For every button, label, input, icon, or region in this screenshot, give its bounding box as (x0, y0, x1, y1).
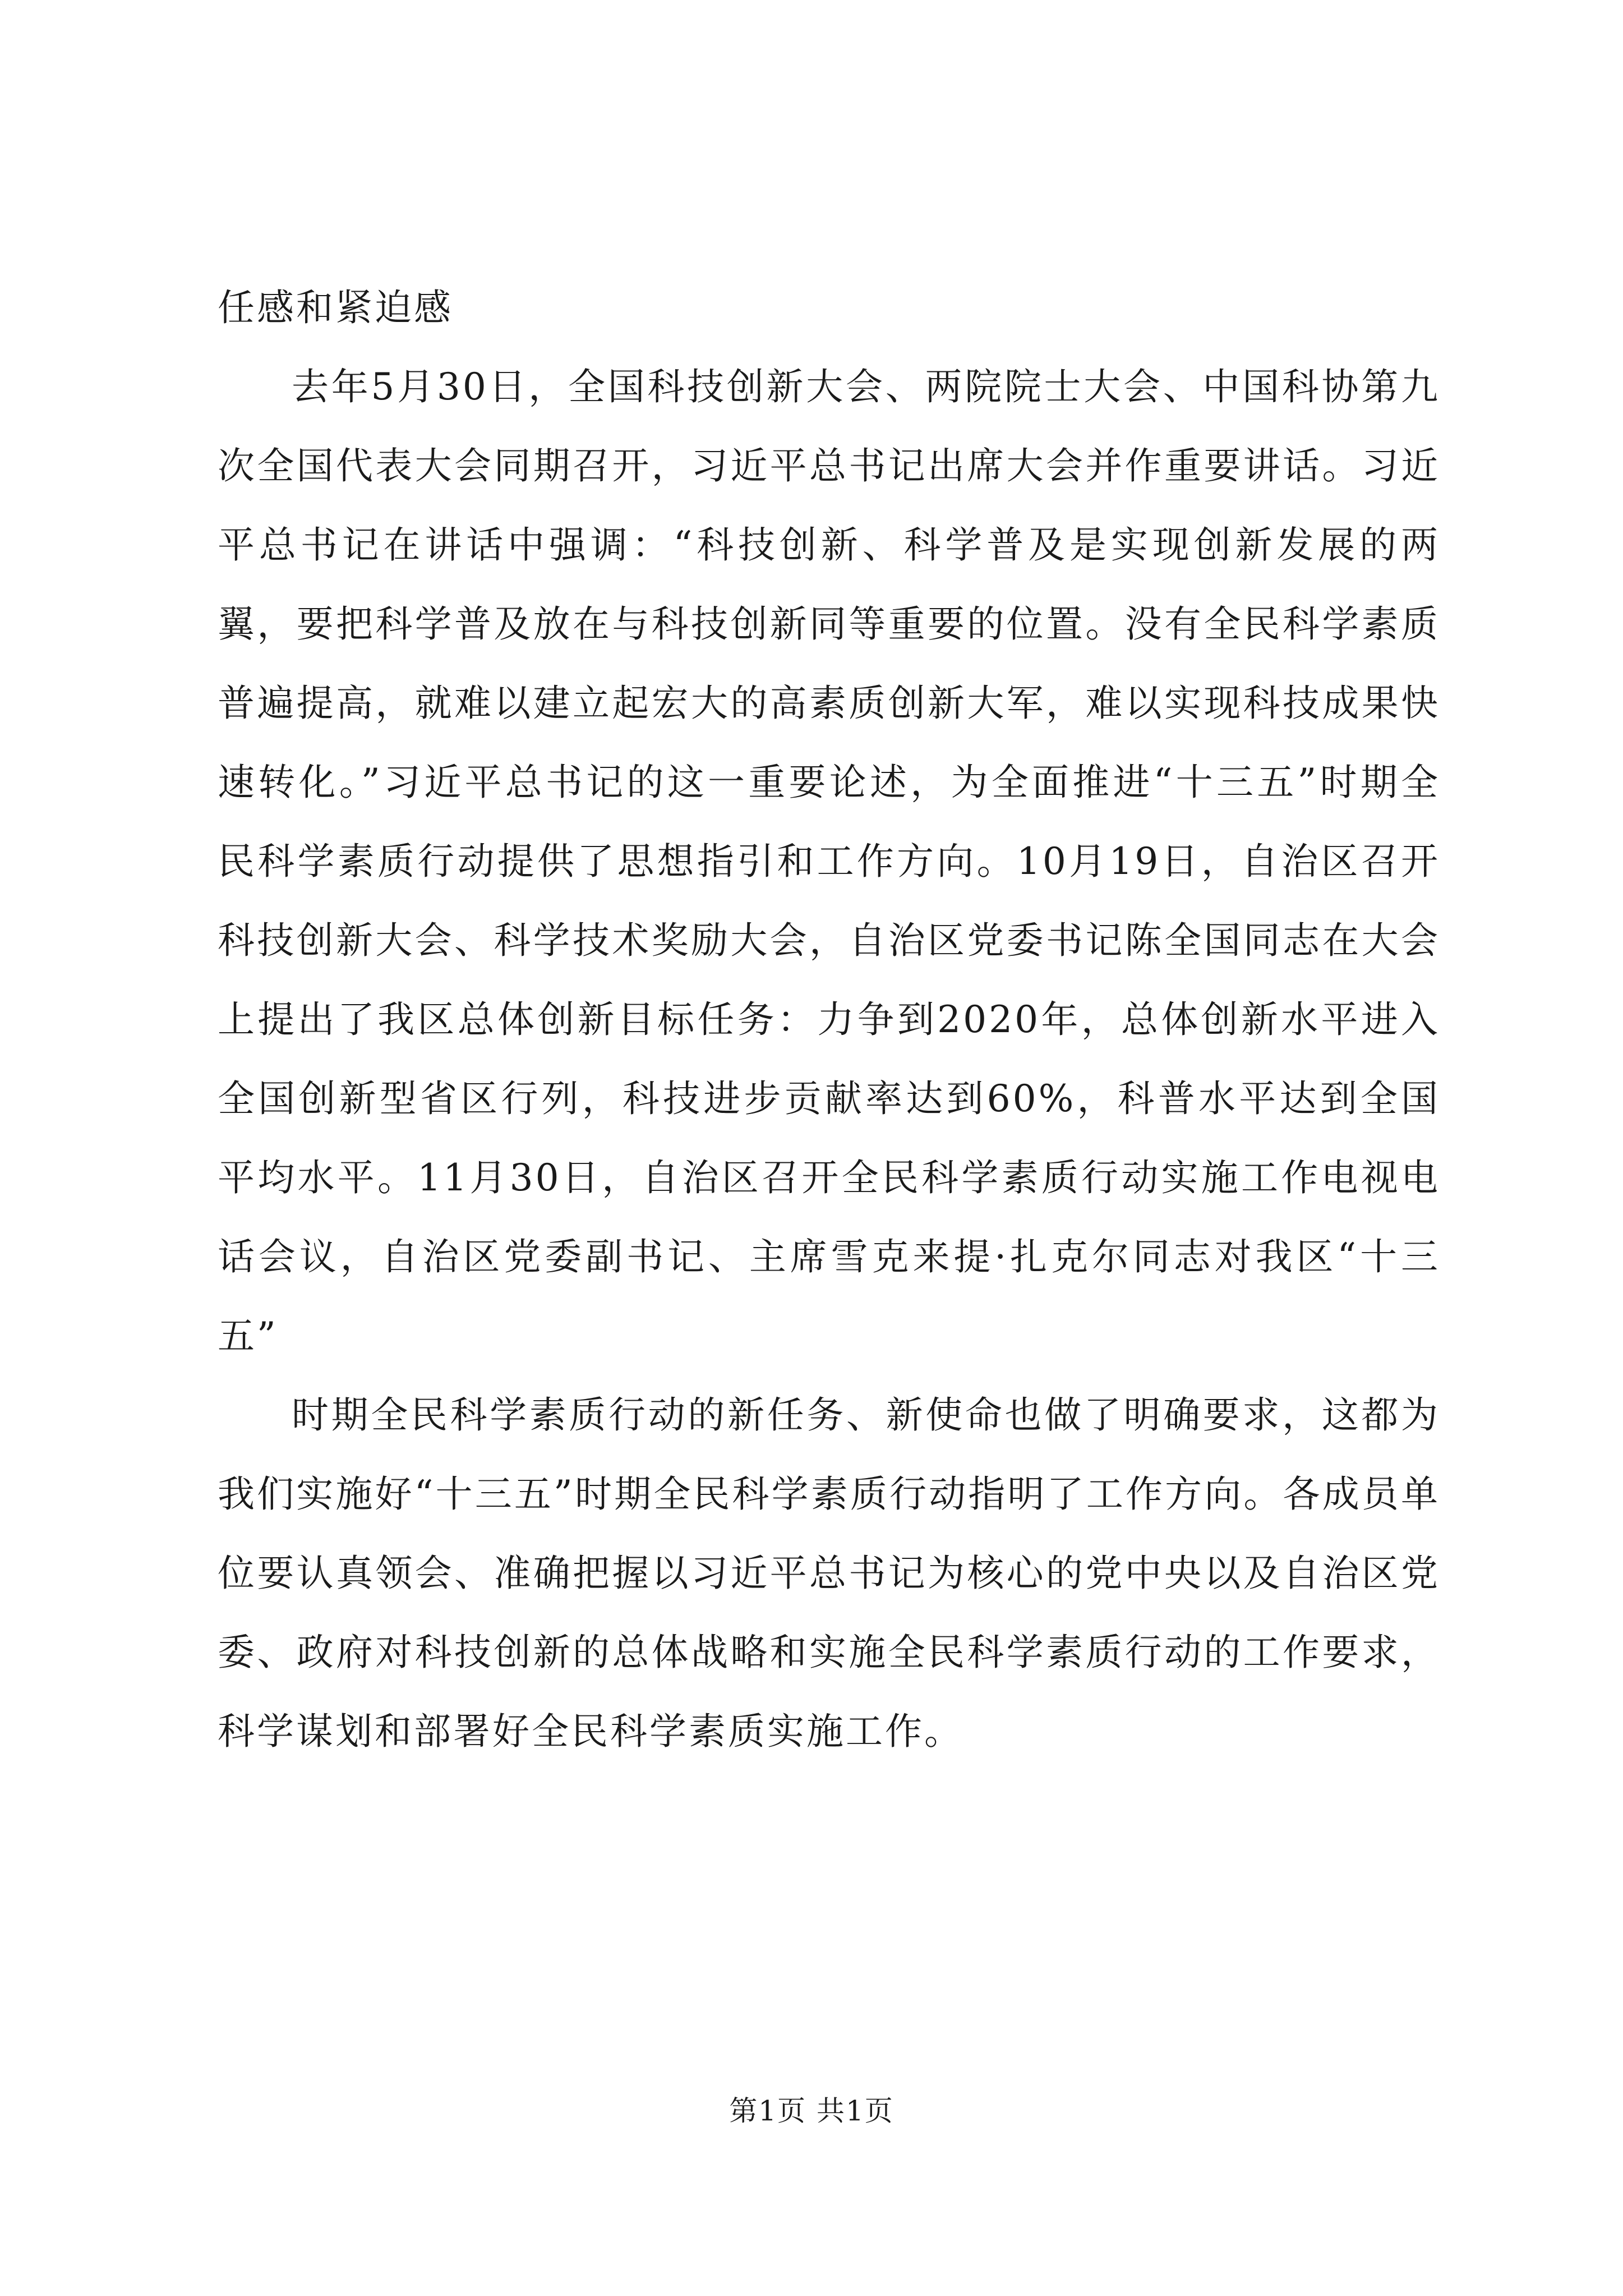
paragraph-2: 去年5月30日，全国科技创新大会、两院院士大会、中国科协第九次全国代表大会同期召开，习近平总书记出席大会并作重要讲话。习近平总书记在讲话中强调：“科技创新、科学普及是实现创新发展的两翼，要把科学普及放在与科技创新同等重要的位置。没有全民科学素质普遍提高，就难以建立起宏大的高素质创新大军，难以实现科技成果快速转化。”习近平总书记的这一重要论述，为全面推进“十三五”时期全民科学素质行动提供了思想指引和工作方向。10月19日，自治区召开科技创新大会、科学技术奖励大会，自治区党委书记陈全国同志在大会上提出了我区总体创新目标任务：力争到2020年，总体创新水平进入全国创新型省区行列，科技进步贡献率达到60%，科普水平达到全国平均水平。11月30日，自治区召开全民科学素质行动实施工作电视电话会议，自治区党委副书记、主席雪克来提·扎克尔同志对我区“十三五” (218, 365, 1440, 1358)
paragraph-1: 任感和紧迫感 (218, 286, 453, 329)
page-number-footer: 第1页 共1页 (729, 2095, 894, 2127)
paragraph-3: 时期全民科学素质行动的新任务、新使命也做了明确要求，这都为我们实施好“十三五”时期全民科学素质行动指明了工作方向。各成员单位要认真领会、准确把握以习近平总书记为核心的党中央以及自治区党委、政府对科技创新的总体战略和实施全民科学素质行动的工作要求，科学谋划和部署好全民科学素质实施工作。 (218, 1393, 1440, 1753)
document-body (218, 268, 1440, 1771)
